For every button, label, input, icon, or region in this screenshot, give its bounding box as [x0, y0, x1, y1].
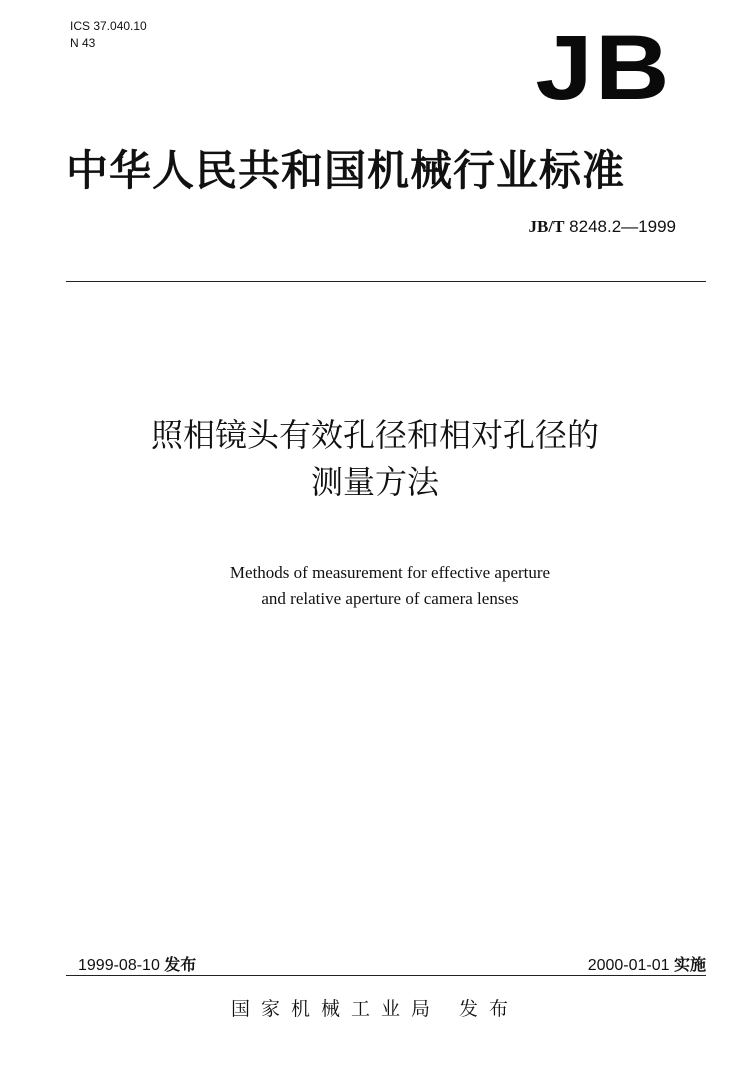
english-title-line-2: and relative aperture of camera lenses [261, 589, 519, 608]
standard-code-prefix: JB/T [528, 217, 565, 236]
ics-code: ICS 37.040.10 [70, 19, 147, 33]
top-divider [66, 281, 706, 282]
issue-label: 发布 [164, 955, 197, 974]
chinese-title [0, 412, 750, 506]
standard-code-number: 8248.2—1999 [569, 217, 676, 236]
jb-logo: JB [535, 17, 672, 119]
chinese-title-line-2: 测量方法 [310, 463, 439, 501]
issue-date: 1999-08-10 [78, 957, 160, 974]
bottom-divider [66, 975, 706, 976]
english-title [0, 560, 750, 612]
effective-label: 实施 [673, 955, 706, 974]
issue-date-block [78, 952, 196, 975]
issuer-block [0, 994, 750, 1021]
classification-code: N 43 [70, 36, 96, 50]
standard-code [529, 217, 676, 237]
effective-date: 2000-01-01 [587, 957, 670, 974]
chinese-title-line-1: 照相镜头有效孔径和相对孔径的 [150, 416, 599, 454]
issuer-action: 发布 [459, 998, 520, 1020]
effective-date-block [588, 952, 706, 975]
english-title-line-1: Methods of measurement for effective aperture [229, 563, 551, 582]
header-codes [70, 18, 147, 52]
standard-title: 中华人民共和国机械行业标准 [66, 146, 626, 195]
issuer-name: 国家机械工业局 [230, 998, 441, 1020]
